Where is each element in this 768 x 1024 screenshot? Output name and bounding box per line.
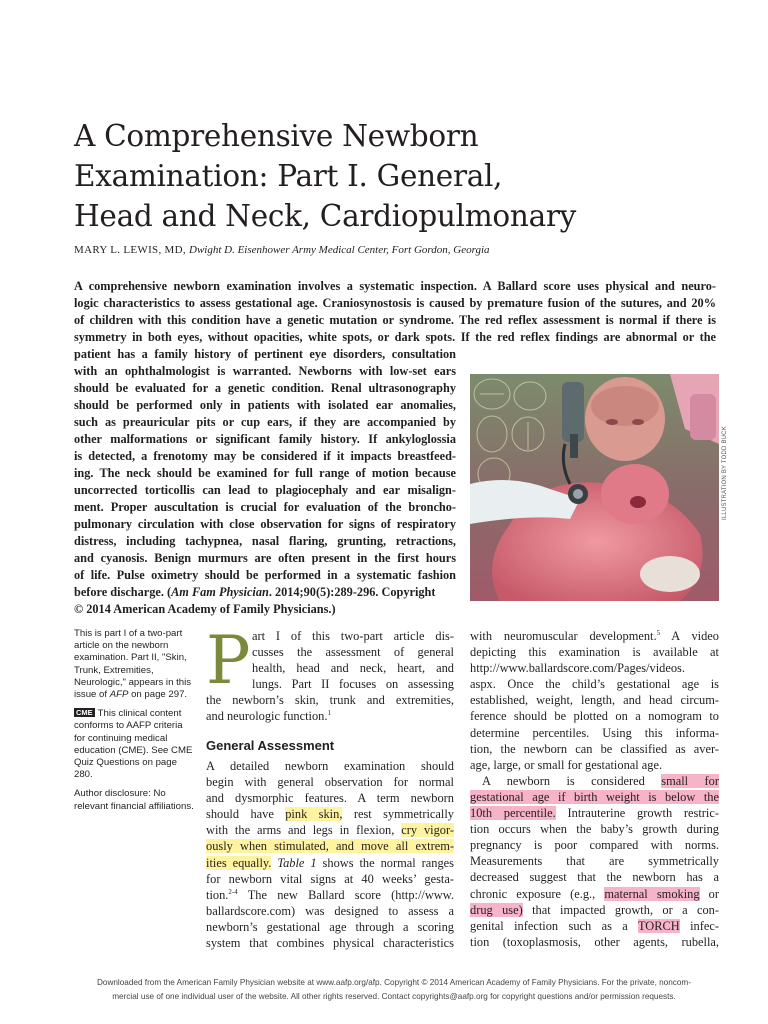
body-line: Measurements that are symmetrically bbox=[470, 854, 719, 869]
body-line: A detailed newborn examination should bbox=[206, 759, 454, 773]
abstract-line: of life. Pulse oximetry should be performed in a systematic fashion bbox=[74, 568, 456, 582]
abstract-line: distress, including tachypnea, nasal flaring, grunting, retractions, bbox=[74, 534, 456, 548]
body-line: art I of this two-part article dis- bbox=[252, 629, 454, 643]
author-affiliation: Dwight D. Eisenhower Army Medical Center, Fort Gordon, Georgia bbox=[189, 244, 490, 256]
newborn-illustration bbox=[470, 374, 719, 601]
abstract-line: and cyanosis. Benign murmurs are often present in the first hours bbox=[74, 551, 456, 565]
body-line: depicting this examination is available at bbox=[470, 645, 719, 660]
highlight-pink: 10th percentile. bbox=[470, 806, 556, 821]
body-line: http://www.ballardscore.com/Pages/videos. bbox=[470, 661, 685, 676]
body-line: decreased suggest that the newborn has a bbox=[470, 870, 719, 885]
body-line: ballardscore.com) was designed to assess a bbox=[206, 903, 454, 918]
abstract-line: logic characteristics to assess gestational age. Craniosynostosis is caused by premature fusion of the sutures, and 20% bbox=[74, 296, 716, 310]
sidebar-notes bbox=[74, 628, 194, 820]
body-line: tion.$^{2-4}$ The new Ballard score (http://www. bbox=[206, 887, 454, 902]
part-note: This is part I of a two-part article on the newborn examination. Part II, "Skin, Trunk, Extremities, Neurologic," appears in this issue of AFP on page 297. bbox=[74, 628, 191, 701]
highlight-yellow: pink skin, bbox=[285, 807, 343, 822]
body-line: and dysmorphic features. A term newborn bbox=[206, 791, 454, 806]
body-line: tion occurs when the baby’s growth during bbox=[470, 822, 719, 837]
drop-cap: P bbox=[206, 622, 251, 699]
body-line: pregnancy is poor compared with norms. bbox=[470, 838, 719, 853]
body-line: newborn’s gestational age through a scoring bbox=[206, 919, 454, 934]
abstract-line: ing. The neck should be examined for full range of motion because bbox=[74, 466, 456, 480]
abstract-line: symmetry in both eyes, without opacities, white spots, or dark spots. If the red reflex findings are abnormal or the bbox=[74, 330, 716, 344]
body-line: chronic exposure (e.g., maternal smoking or bbox=[470, 886, 719, 901]
abstract-line: patient has a family history of pertinent eye disorders, consultation bbox=[74, 347, 456, 361]
highlight-pink: gestational age if birth weight is below the bbox=[470, 789, 719, 804]
abstract-line: ment. Proper auscultation is crucial for evaluation of the broncho- bbox=[74, 500, 456, 514]
footer-line-1: Downloaded from the American Family Physician website at www.aafp.org/afp. Copyright © 2014 American Academy of Family Physicians. For the private, noncom- bbox=[97, 978, 691, 987]
journal-name: Am Fam Physician bbox=[171, 585, 269, 599]
body-line: and neurologic function.$^1$ bbox=[206, 709, 331, 724]
abstract-line: such as preauricular pits or cup ears, if they are accompanied by bbox=[74, 415, 456, 429]
abstract-line: of children with this condition have a genetic mutation or syndrome. The red reflex assessment is normal if there is bbox=[74, 313, 716, 327]
author-name: MARY L. LEWIS, MD, bbox=[74, 244, 189, 256]
newborn-illustration-art bbox=[470, 374, 719, 601]
abstract-line: should be evaluated for a genetic condition. Renal ultrasonography bbox=[74, 381, 456, 395]
title-line-1: A Comprehensive Newborn bbox=[74, 119, 479, 153]
body-line: A newborn is considered small for bbox=[482, 773, 719, 788]
abstract-line: should be performed only in patients with isolated ear anomalies, bbox=[74, 398, 456, 412]
abstract-line: other malformations or significant family history. If ankyloglossia bbox=[74, 432, 456, 446]
body-line bbox=[206, 838, 454, 854]
byline bbox=[74, 244, 490, 256]
body-line: for newborn vital signs at 40 weeks’ gesta- bbox=[206, 871, 454, 886]
abstract-full bbox=[74, 278, 716, 346]
intro-tail bbox=[206, 692, 454, 724]
body-line: established, weight, length, and head circum- bbox=[470, 693, 719, 708]
abstract-line: is detected, a frenotomy may be considered if it impacts breastfeed- bbox=[74, 449, 456, 463]
author-disclosure: Author disclosure: No relevant financial affiliations. bbox=[74, 788, 194, 812]
highlight-pink: maternal smoking bbox=[604, 886, 700, 901]
body-line bbox=[470, 789, 719, 805]
article-title bbox=[74, 116, 714, 236]
footer-line-2: mercial use of one individual user of the website. All other rights reserved. Contact copyrights@aafp.org for copyright questions and/or permission requests. bbox=[112, 992, 676, 1001]
body-line: with neuromuscular development.$^5$ A video bbox=[470, 628, 719, 643]
body-line: the newborn’s skin, trunk and extremities, bbox=[206, 693, 454, 708]
body-line: with the arms and legs in flexion, cry vigor- bbox=[206, 823, 454, 838]
abstract-narrow bbox=[74, 346, 456, 618]
body-line: determine percentiles. Using this informa- bbox=[470, 725, 719, 740]
body-line: ference should be plotted on a nomogram to bbox=[470, 709, 719, 724]
body-line: system that combines physical characteristics bbox=[206, 936, 454, 951]
cme-badge: CME bbox=[76, 708, 93, 718]
body-line: cusses the assessment of general bbox=[252, 645, 454, 660]
body-line: tion, the newborn can be classified as aver- bbox=[470, 741, 719, 756]
body-line: ities equally. Table 1 shows the normal ranges bbox=[206, 855, 454, 870]
body-line: lungs. Part II focuses on assessing bbox=[252, 677, 454, 692]
body-line: drug use) that impacted growth, or a con- bbox=[470, 902, 719, 917]
highlight-pink: TORCH bbox=[637, 918, 680, 933]
abstract-line: with an ophthalmologist is warranted. Newborns with low-set ears bbox=[74, 364, 456, 378]
highlight-pink: drug use) bbox=[470, 902, 523, 917]
highlight-yellow: ously when stimulated, and move all extrem- bbox=[206, 839, 454, 854]
general-assessment-text bbox=[206, 758, 454, 951]
page-footer bbox=[60, 976, 728, 1004]
cme-note: CME This clinical content conforms to AAFP criteria for continuing medical education (CME). See CME Quiz Questions on page 280. bbox=[74, 708, 193, 781]
section-heading: General Assessment bbox=[206, 738, 335, 753]
right-column-text bbox=[470, 628, 719, 950]
body-line: begin with general observation for normal bbox=[206, 775, 454, 790]
highlight-yellow: ities equally. bbox=[206, 855, 272, 870]
abstract-line: uncorrected torticollis can lead to plagiocephaly and ear misalign- bbox=[74, 483, 456, 497]
title-line-3: Head and Neck, Cardiopulmonary bbox=[74, 199, 577, 233]
body-line: genital infection such as a TORCH infec- bbox=[470, 918, 719, 933]
body-line: tion (toxoplasmosis, other agents, rubella, bbox=[470, 934, 719, 949]
intro-indented bbox=[252, 628, 454, 692]
table-reference: Table 1 bbox=[277, 855, 317, 870]
title-line-2: Examination: Part I. General, bbox=[74, 159, 503, 193]
body-line: age, large, or small for gestational age. bbox=[470, 757, 663, 772]
body-line: health, head and neck, heart, and bbox=[252, 661, 454, 676]
illustration-credit: ILLUSTRATION BY TODD BUCK bbox=[722, 426, 728, 520]
highlight-pink: small for bbox=[661, 773, 719, 788]
body-line: 10th percentile. Intrauterine growth restric- bbox=[470, 806, 719, 821]
abstract-line-citation: before discharge. (Am Fam Physician. 2014;90(5):289-296. Copyright bbox=[74, 585, 436, 599]
highlight-yellow: cry vigor- bbox=[401, 823, 454, 838]
body-line: aspx. Once the child’s gestational age is bbox=[470, 677, 719, 692]
abstract-line: pulmonary circulation with close observation for signs of respiratory bbox=[74, 517, 456, 531]
abstract-line: A comprehensive newborn examination involves a systematic inspection. A Ballard score uses physical and neuro- bbox=[74, 279, 716, 293]
body-line: should have pink skin, rest symmetrically bbox=[206, 807, 454, 822]
abstract-copyright: © 2014 American Academy of Family Physicians.) bbox=[74, 602, 336, 616]
